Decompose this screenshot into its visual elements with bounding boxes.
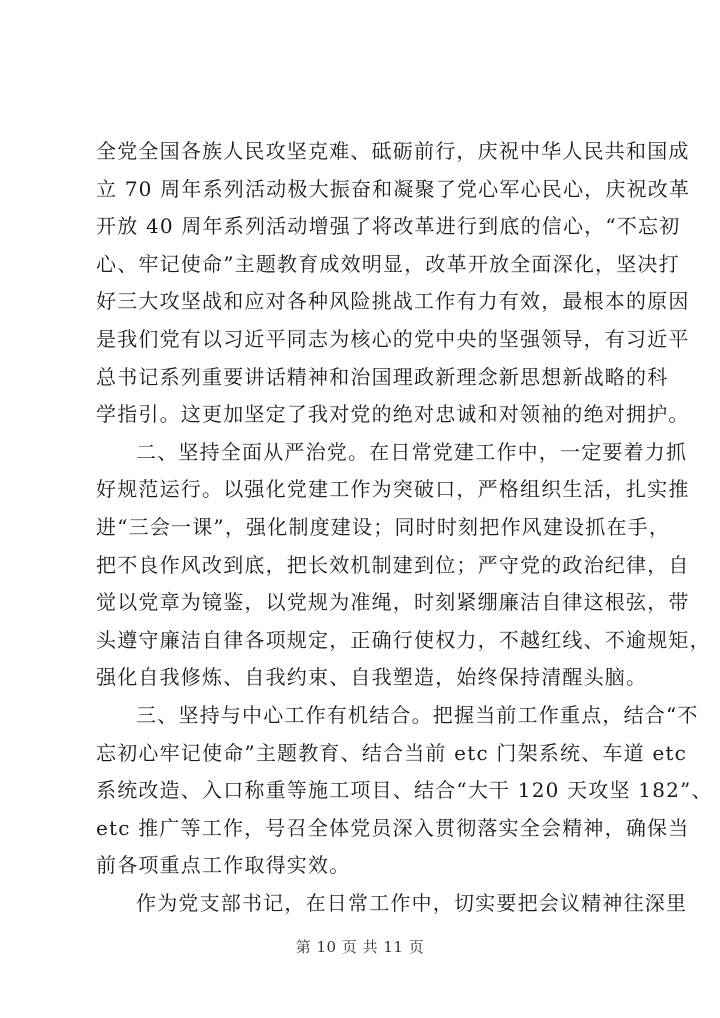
paragraph-line: 进“三会一课”，强化制度建设；同时时刻把作风建设抓在手， — [96, 514, 671, 539]
page-number-footer: 第 10 页 共 11 页 — [295, 938, 425, 956]
paragraph-line: 总书记系列重要讲话精神和治国理政新理念新思想新战略的科 — [96, 364, 669, 389]
paragraph-line: etc 推广等工作，号召全体党员深入贯彻落实全会精神，确保当 — [96, 815, 690, 840]
paragraph-line: 开放 40 周年系列活动增强了将改革进行到底的信心，“不忘初 — [96, 214, 681, 239]
paragraph-line: 学指引。这更加坚定了我对党的绝对忠诚和对领袖的绝对拥护。 — [96, 402, 690, 427]
paragraph-line: 系统改造、入口称重等施工项目、结合“大干 120 天攻坚 182”、 — [96, 778, 713, 803]
paragraph-line: 头遵守廉洁自律各项规定，正确行使权力，不越红线、不逾规矩， — [96, 627, 711, 652]
paragraph-line: 好三大攻坚战和应对各种风险挑战工作有力有效，最根本的原因 — [96, 289, 690, 314]
paragraph-line: 心、牢记使命”主题教育成效明显，改革开放全面深化，坚决打 — [96, 251, 680, 276]
document-body — [96, 133, 713, 922]
section-heading-line: 二、坚持全面从严治党。在日常党建工作中，一定要着力抓 — [136, 439, 688, 464]
paragraph-line: 把不良作风改到底，把长效机制建到位；严守党的政治纪律，自 — [96, 552, 690, 577]
paragraph-line: 好规范运行。以强化党建工作为突破口，严格组织生活，扎实推 — [96, 477, 690, 502]
paragraph-line: 是我们党有以习近平同志为核心的党中央的坚强领导，有习近平 — [96, 326, 690, 351]
paragraph-line: 觉以党章为镜鉴，以党规为准绳，时刻紧绷廉洁自律这根弦，带 — [96, 590, 690, 615]
paragraph-line: 前各项重点工作取得实效。 — [96, 853, 351, 878]
paragraph-line: 全党全国各族人民攻坚克难、砥砺前行，庆祝中华人民共和国成 — [96, 139, 690, 163]
paragraph-line: 强化自我修炼、自我约束、自我塑造，始终保持清醒头脑。 — [96, 665, 648, 690]
paragraph-line: 忘初心牢记使命”主题教育、结合当前 etc 门架系统、车道 etc — [96, 740, 688, 765]
paragraph-line: 立 70 周年系列活动极大振奋和凝聚了党心军心民心，庆祝改革 — [96, 176, 691, 201]
paragraph-line: 作为党支部书记，在日常工作中，切实要把会议精神往深里 — [136, 890, 688, 915]
section-heading-line: 三、坚持与中心工作有机结合。把握当前工作重点，结合“不 — [136, 702, 699, 727]
